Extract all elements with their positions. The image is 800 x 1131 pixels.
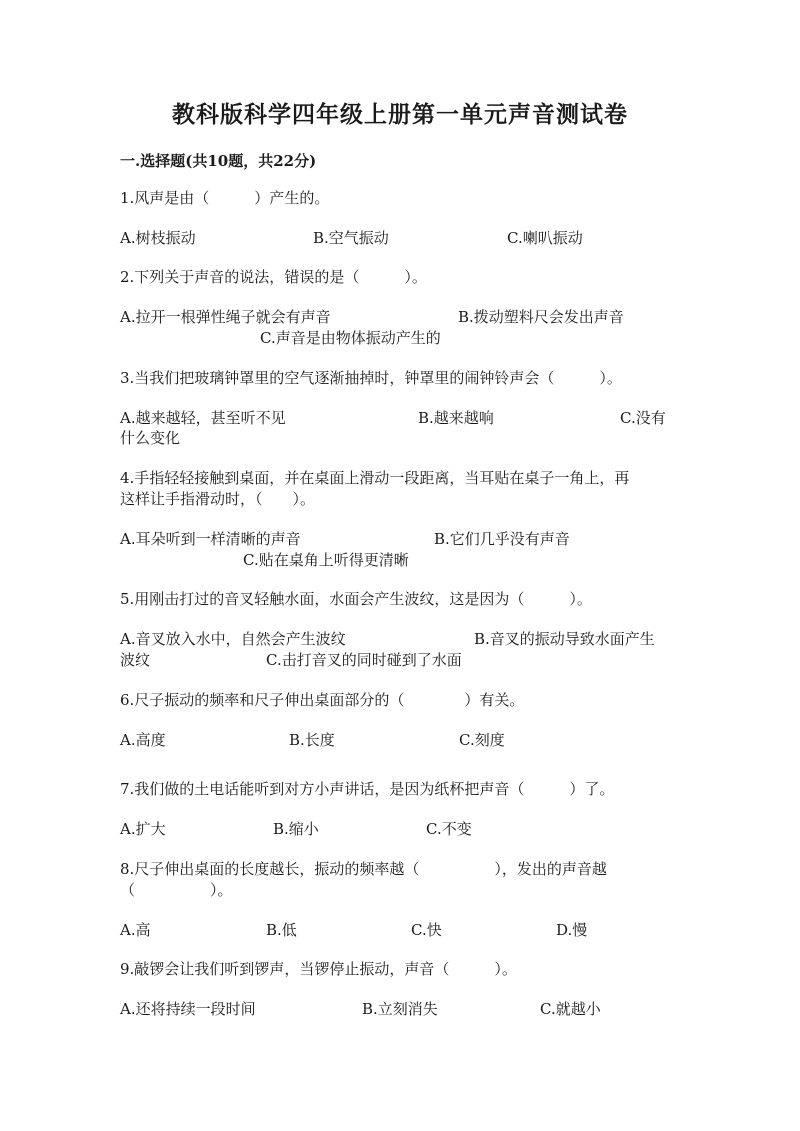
question-9-stem: 9.敲锣会让我们听到锣声，当锣停止振动，声音（ ）。 — [120, 960, 517, 978]
question-7-option-c: C.不变 — [426, 820, 472, 838]
question-6-option-b: B.长度 — [289, 731, 335, 749]
question-5-option-a: A.音叉放入水中，自然会产生波纹 — [120, 630, 346, 648]
question-3-option-c: C.没有 — [620, 409, 666, 427]
question-2-stem: 2.下列关于声音的说法，错误的是（ ）。 — [120, 268, 427, 286]
question-2-option-a: A.拉开一根弹性绳子就会有声音 — [120, 308, 331, 326]
question-3-option-c-cont: 什么变化 — [120, 429, 181, 447]
question-4-stem: 4.手指轻轻接触到桌面，并在桌面上滑动一段距离，当耳贴在桌子一角上，再 — [120, 469, 630, 487]
question-8-option-d: D.慢 — [556, 921, 588, 939]
question-9-option-a: A.还将持续一段时间 — [120, 1000, 256, 1018]
question-6-option-c: C.刻度 — [459, 731, 505, 749]
question-6-stem: 6.尺子振动的频率和尺子伸出桌面部分的（ ）有关。 — [120, 691, 525, 709]
question-8-option-c: C.快 — [411, 921, 442, 939]
question-5-option-c: C.击打音叉的同时碰到了水面 — [266, 651, 462, 669]
question-1-option-c: C.喇叭振动 — [507, 229, 583, 247]
question-3-stem: 3.当我们把玻璃钟罩里的空气逐渐抽掉时，钟罩里的闹钟铃声会（ ）。 — [120, 369, 622, 387]
question-4-option-c: C.贴在桌角上听得更清晰 — [243, 551, 409, 569]
question-8-stem-cont: （ ）。 — [120, 881, 233, 899]
question-8-option-b: B.低 — [266, 921, 297, 939]
question-5-option-b: B.音叉的振动导致水面产生 — [474, 630, 655, 648]
question-4-option-a: A.耳朵听到一样清晰的声音 — [120, 530, 301, 548]
question-3-option-b: B.越来越响 — [418, 409, 494, 427]
question-1-option-b: B.空气振动 — [313, 229, 389, 247]
question-2-option-c: C.声音是由物体振动产生的 — [260, 329, 441, 347]
question-9-option-b: B.立刻消失 — [362, 1000, 438, 1018]
question-5-option-b-cont: 波纹 — [120, 651, 151, 669]
question-8-option-a: A.高 — [120, 921, 151, 939]
question-7-option-a: A.扩大 — [120, 820, 166, 838]
question-1-option-a: A.树枝振动 — [120, 229, 196, 247]
question-4-stem-cont: 这样让手指滑动时，（ ）。 — [120, 490, 316, 508]
question-2-option-b: B.拨动塑料尺会发出声音 — [458, 308, 624, 326]
question-5-stem: 5.用刚击打过的音叉轻触水面，水面会产生波纹，这是因为（ ）。 — [120, 590, 592, 608]
question-3-option-a: A.越来越轻，甚至听不见 — [120, 409, 286, 427]
page-title: 教科版科学四年级上册第一单元声音测试卷 — [172, 101, 628, 128]
question-1-stem: 1.风声是由（ ）产生的。 — [120, 189, 330, 207]
question-4-option-b: B.它们几乎没有声音 — [434, 530, 570, 548]
question-6-option-a: A.高度 — [120, 731, 166, 749]
question-7-stem: 7.我们做的土电话能听到对方小声讲话，是因为纸杯把声音（ ）了。 — [120, 780, 615, 798]
question-8-stem: 8.尺子伸出桌面的长度越长，振动的频率越（ ），发出的声音越 — [120, 860, 607, 878]
question-9-option-c: C.就越小 — [540, 1000, 601, 1018]
section-heading: 一.选择题(共10题，共22分) — [120, 152, 317, 170]
question-7-option-b: B.缩小 — [273, 820, 319, 838]
